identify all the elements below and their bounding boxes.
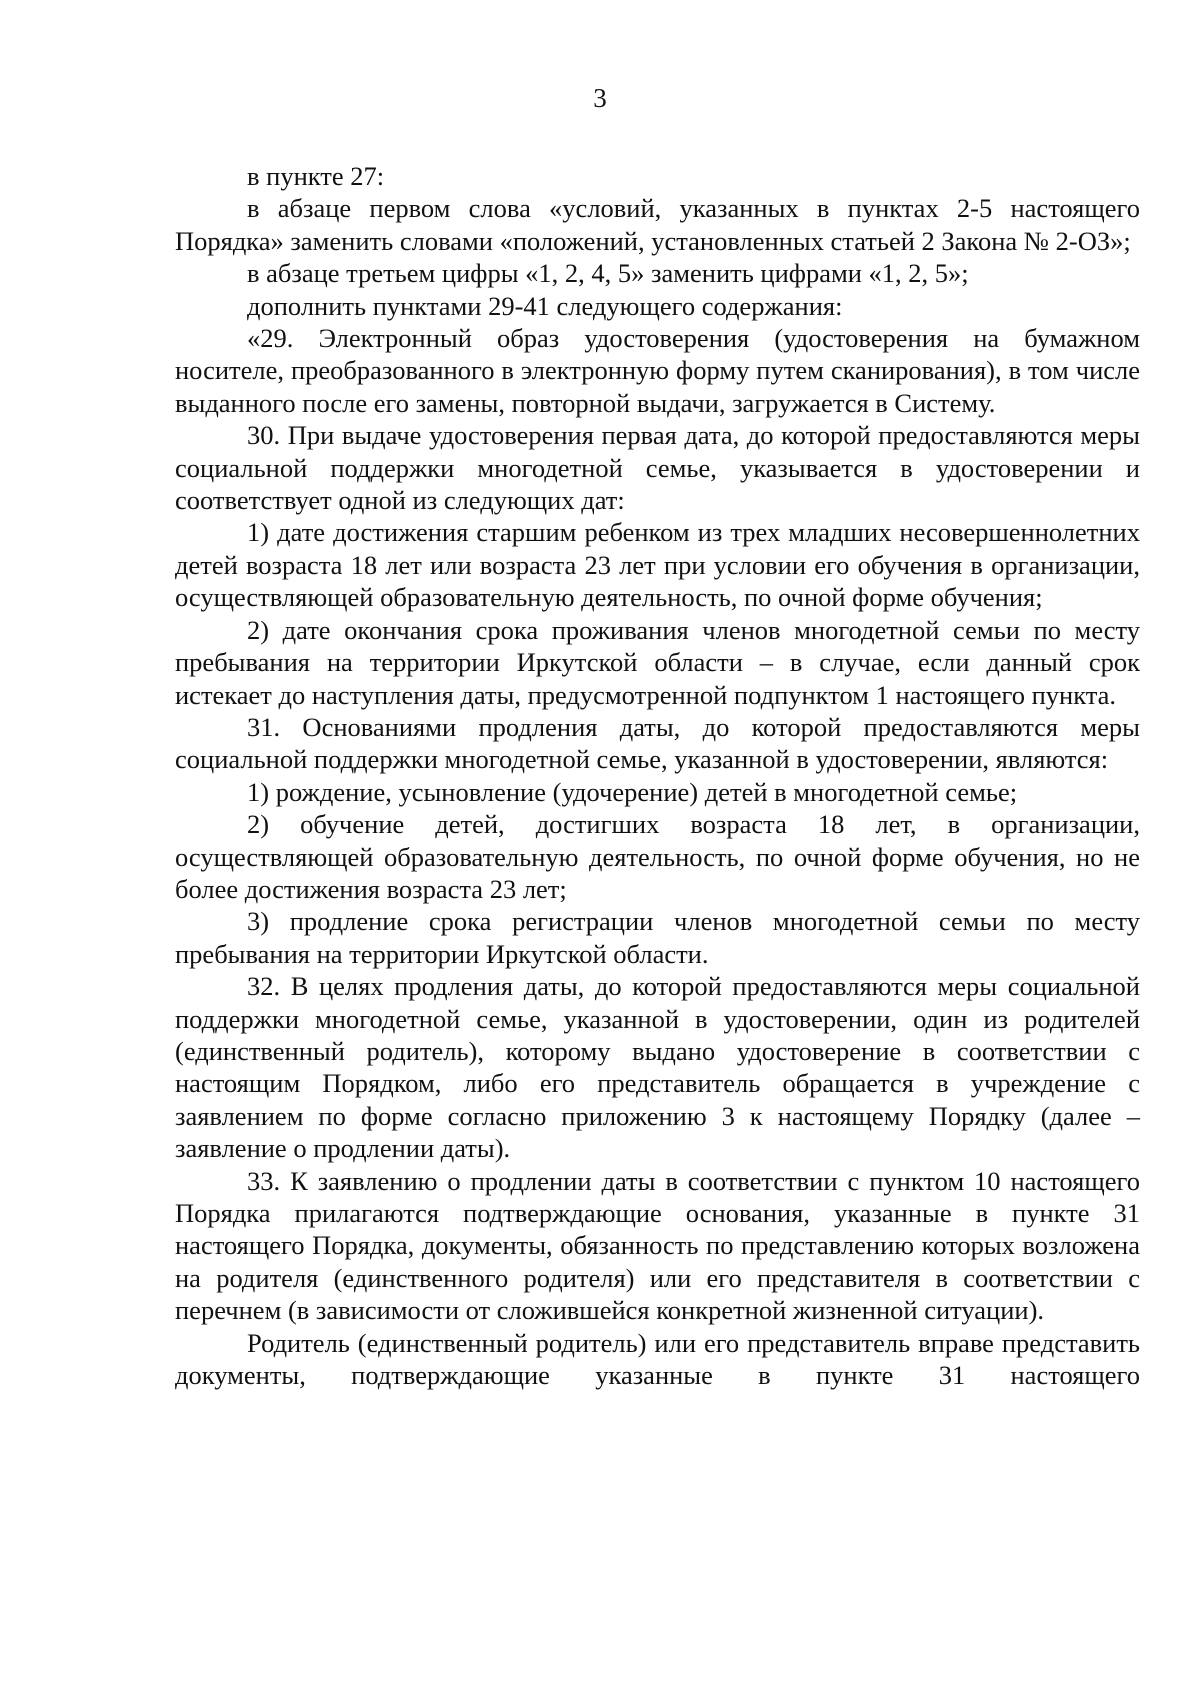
paragraph: 33. К заявлению о продлении даты в соответствии с пунктом 10 настоящего Порядка прилагаются подтверждающие основания, указанные в пункте 31 настоящего Порядка, документы, обязанность по представлению которых возложена на родителя (единственного родителя) или его представителя в соответствии с перечнем (в зависимости от сложившейся конкретной жизненной ситуации). (175, 1165, 1140, 1326)
paragraph: в пункте 27: (247, 161, 385, 191)
paragraph: 3) продление срока регистрации членов многодетной семьи по месту пребывания на территории Иркутской области. (175, 906, 1140, 969)
paragraph: 1) дате достижения старшим ребенком из трех младших несовершеннолетних детей возраста 18 лет или возраста 23 лет при условии его обучения в организации, осуществляющей образовательную деятельность, по очной форме обучения; (175, 517, 1140, 613)
paragraph: в абзаце третьем цифры «1, 2, 4, 5» заменить цифрами «1, 2, 5»; (247, 258, 969, 289)
paragraph: «29. Электронный образ удостоверения (удостоверения на бумажном носителе, преобразованного в электронную форму путем сканирования), в том числе выданного после его замены, повторной выдачи, загружается в Систему. (175, 323, 1140, 418)
paragraph: 31. Основаниями продления даты, до которой предоставляются меры социальной поддержки многодетной семье, указанной в удостоверении, являются: (175, 711, 1140, 775)
paragraph: 30. При выдаче удостоверения первая дата, до которой предоставляются меры социальной поддержки многодетной семье, указывается в удостоверении и соответствует одной из следующих дат: (175, 420, 1140, 516)
paragraph: 1) рождение, усыновление (удочерение) детей в многодетной семье; (247, 776, 1018, 807)
paragraph: дополнить пунктами 29-41 следующего содержания: (247, 290, 843, 321)
page-number: 3 (593, 83, 607, 113)
paragraph-continued: Родитель (единственный родитель) или его представитель вправе представить документы, подтверждающие указанные в пункте 31 настоящего (175, 1327, 1140, 1391)
paragraph: 32. В целях продления даты, до которой предоставляются меры социальной поддержки многодетной семье, указанной в удостоверении, один из родителей (единственный родитель), которому выдано удостоверение в соответствии с настоящим Порядком, либо его представитель обращается в учреждение с заявлением по форме согласно приложению 3 к настоящему Порядку (далее – заявление о продлении даты). (175, 971, 1140, 1164)
paragraph: 2) дате окончания срока проживания членов многодетной семьи по месту пребывания на территории Иркутской области – в случае, если данный срок истекает до наступления даты, предусмотренной подпунктом 1 настоящего пункта. (175, 614, 1140, 710)
document-body (175, 160, 1140, 1391)
paragraph: 2) обучение детей, достигших возраста 18 лет, в организации, осуществляющей образовательную деятельность, по очной форме обучения, но не более достижения возраста 23 лет; (175, 809, 1140, 904)
paragraph: в абзаце первом слова «условий, указанных в пунктах 2-5 настоящего Порядка» заменить словами «положений, установленных статьей 2 Закона № 2-ОЗ»; (175, 193, 1140, 256)
